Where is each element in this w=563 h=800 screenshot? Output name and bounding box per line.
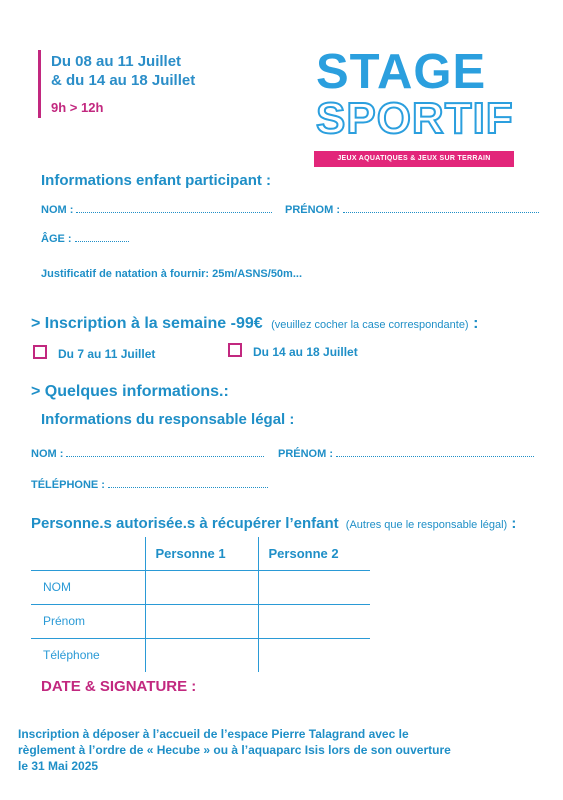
row-label-telephone: Téléphone <box>31 638 145 672</box>
row-label-prenom: Prénom <box>31 604 145 638</box>
footer-line-2: règlement à l’ordre de « Hecube » ou à l’aquaparc Isis lors de son ouverture <box>18 743 451 757</box>
authorized-persons-table <box>31 537 370 672</box>
stage-dates <box>51 52 195 90</box>
guardian-section-title: Informations du responsable légal : <box>41 411 295 428</box>
week1-label: Du 7 au 11 Juillet <box>58 347 156 361</box>
dates-line-2: & du 14 au 18 Juillet <box>51 72 196 89</box>
child-nom-field[interactable] <box>41 204 272 216</box>
table-row <box>31 570 370 604</box>
guardian-prenom-dots <box>336 448 534 457</box>
infos-title: > Quelques informations.: <box>31 383 229 400</box>
child-age-label: ÂGE : <box>41 233 72 245</box>
dates-accent-bar <box>38 50 41 118</box>
authorized-title: Personne.s autorisée.s à récupérer l’enfant <box>31 515 339 532</box>
guardian-phone-field[interactable] <box>31 479 268 491</box>
table-header-person-1: Personne 1 <box>145 537 258 570</box>
table-header-empty <box>31 537 145 570</box>
logo-stage-text: STAGE <box>316 45 487 99</box>
child-prenom-field[interactable] <box>285 204 539 216</box>
child-section-title: Informations enfant participant : <box>41 172 272 189</box>
person2-nom-cell[interactable] <box>258 570 370 604</box>
guardian-prenom-field[interactable] <box>278 448 534 460</box>
stage-hours: 9h > 12h <box>51 100 104 115</box>
logo-banner: JEUX AQUATIQUES & JEUX SUR TERRAIN <box>314 151 514 167</box>
inscription-title: > Inscription à la semaine -99€ <box>31 315 263 332</box>
person1-telephone-cell[interactable] <box>145 638 258 672</box>
date-signature-label: DATE & SIGNATURE : <box>41 678 197 695</box>
table-row <box>31 638 370 672</box>
footer-line-3: le 31 Mai 2025 <box>18 759 99 773</box>
person2-prenom-cell[interactable] <box>258 604 370 638</box>
table-header-row <box>31 537 370 570</box>
inscription-note: (veuillez cocher la case correspondante) <box>271 319 469 331</box>
footer-instructions <box>18 726 538 774</box>
person1-prenom-cell[interactable] <box>145 604 258 638</box>
swim-certificate-note: Justificatif de natation à fournir: 25m/ASNS/50m... <box>41 268 302 280</box>
week1-checkbox[interactable] <box>33 345 47 359</box>
inscription-title-row <box>31 315 478 333</box>
guardian-phone-label: TÉLÉPHONE : <box>31 479 105 491</box>
guardian-nom-field[interactable] <box>31 448 264 460</box>
row-label-nom: NOM <box>31 570 145 604</box>
child-age-dots <box>75 233 129 242</box>
child-age-field[interactable] <box>41 233 129 245</box>
authorized-note: (Autres que le responsable légal) <box>345 519 508 531</box>
guardian-phone-dots <box>108 479 268 488</box>
person1-nom-cell[interactable] <box>145 570 258 604</box>
authorized-title-row <box>31 515 516 532</box>
guardian-nom-dots <box>66 448 264 457</box>
child-nom-dots <box>76 204 272 213</box>
authorized-colon: : <box>511 515 517 532</box>
week2-label: Du 14 au 18 Juillet <box>253 345 358 359</box>
inscription-colon: : <box>473 315 479 332</box>
child-prenom-label: PRÉNOM : <box>285 204 340 216</box>
child-prenom-dots <box>343 204 539 213</box>
table-row <box>31 604 370 638</box>
person2-telephone-cell[interactable] <box>258 638 370 672</box>
week2-checkbox[interactable] <box>228 343 242 357</box>
dates-line-1: Du 08 au 11 Juillet <box>51 53 182 70</box>
child-nom-label: NOM : <box>41 204 74 216</box>
table-header-person-2: Personne 2 <box>258 537 370 570</box>
guardian-prenom-label: PRÉNOM : <box>278 448 333 460</box>
footer-line-1: Inscription à déposer à l’accueil de l’espace Pierre Talagrand avec le <box>18 727 409 741</box>
logo-sportif-text: SPORTIF <box>316 94 514 143</box>
guardian-nom-label: NOM : <box>31 448 64 460</box>
